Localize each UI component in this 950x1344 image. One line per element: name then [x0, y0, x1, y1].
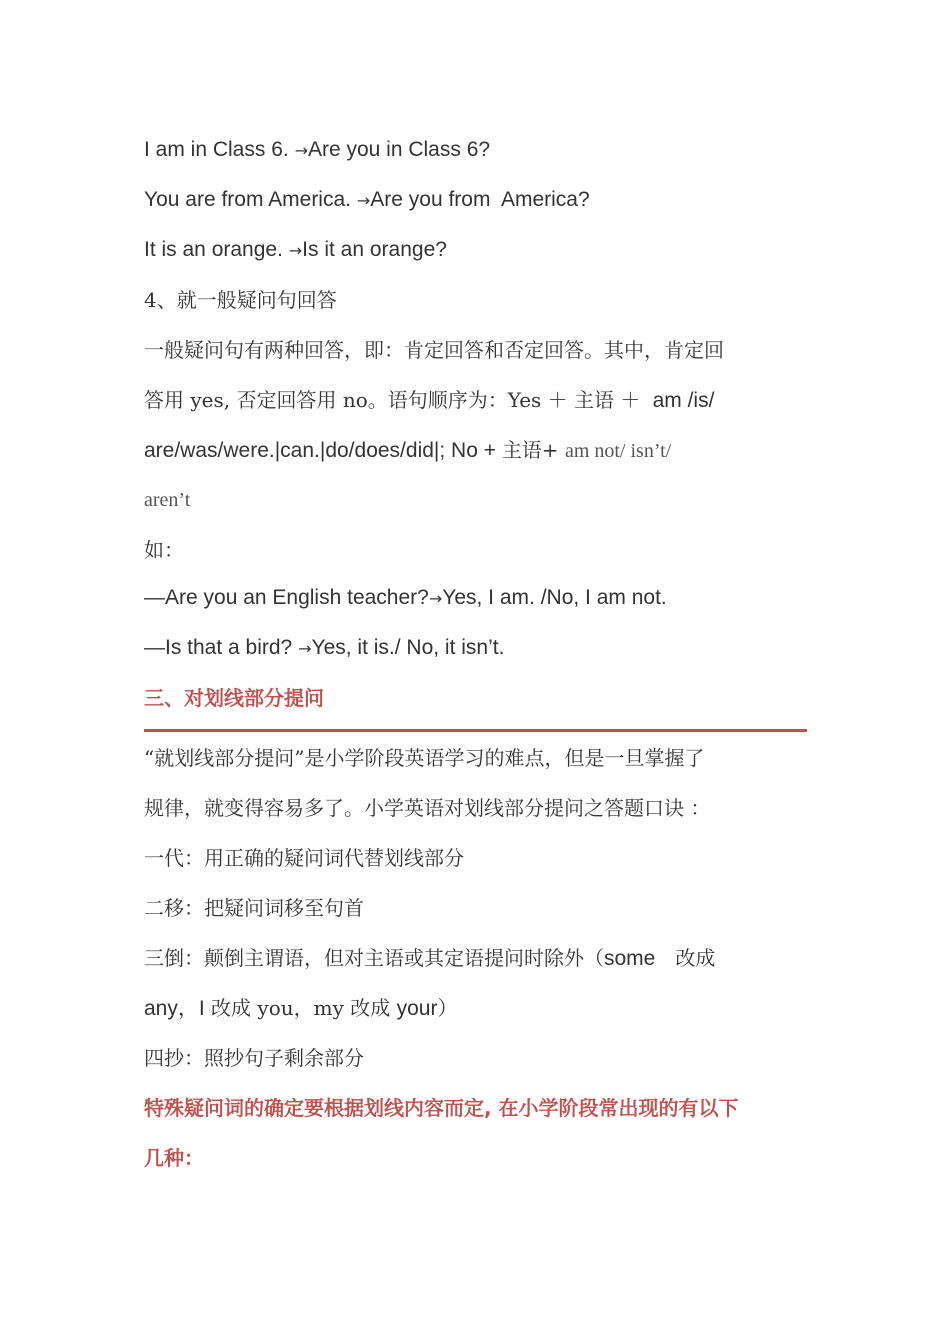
rule-text: any，	[144, 997, 199, 1020]
note-line-1: 特殊疑问词的确定要根据划线内容而定, 在小学阶段常出现的有以下	[144, 1096, 739, 1120]
question-text: Are you from America?	[370, 188, 590, 211]
paragraph-text: am /is/	[646, 389, 715, 412]
arrow-right-icon: →	[294, 141, 308, 160]
section-4-paragraph-line-3	[144, 436, 814, 465]
section-4-heading: 4、就一般疑问句回答	[144, 288, 337, 312]
answer-text: Yes, I am. /No, I am not.	[442, 586, 667, 609]
arrow-right-icon: →	[298, 639, 312, 658]
rule-text: some	[604, 947, 656, 970]
answer-example-1	[144, 584, 814, 613]
paragraph-text: 主语+	[501, 438, 565, 462]
section-3-heading: 三、对划线部分提问	[144, 686, 324, 710]
example-label: 如：	[144, 538, 184, 562]
rule-3-line-1	[144, 944, 814, 973]
answer-example-2	[144, 634, 814, 663]
rule-2: 二移：把疑问词移至句首	[144, 896, 364, 920]
answer-text: Yes, it is./ No, it isn’t.	[311, 636, 505, 659]
statement-text: I am in Class 6.	[144, 138, 289, 161]
arrow-right-icon: →	[428, 589, 443, 608]
paragraph-text: are/was/were.|can.|do/does/did|; No +	[144, 439, 502, 462]
example-sentence-3	[144, 236, 814, 265]
rule-text: ）	[437, 996, 458, 1020]
statement-text: It is an orange.	[144, 238, 283, 261]
question-text: —Are you an English teacher?	[144, 586, 429, 609]
paragraph-text: 答用 yes, 否定回答用 no。语句顺序为：Yes ＋ 主语 ＋	[144, 388, 647, 412]
question-text: —Is that a bird?	[144, 636, 299, 659]
paragraph-text: am not/ isn’t/	[564, 440, 672, 462]
rule-text: your	[396, 997, 438, 1020]
section-4-paragraph-line-4: aren’t	[144, 489, 191, 511]
rule-text: 三倒：颠倒主谓语，但对主语或其定语提问时除外（	[144, 946, 604, 970]
question-text: Are you in Class 6?	[307, 138, 491, 161]
arrow-right-icon: →	[356, 191, 371, 210]
section-4-paragraph-line-2	[144, 386, 814, 415]
example-sentence-2	[144, 186, 814, 215]
rule-1: 一代：用正确的疑问词代替划线部分	[144, 846, 464, 870]
arrow-right-icon: →	[288, 241, 303, 260]
section-3-paragraph-line-2: 规律，就变得容易多了。小学英语对划线部分提问之答题口诀 ：	[144, 796, 711, 820]
question-text: Is it an orange?	[302, 238, 447, 261]
rule-3-line-2	[144, 994, 814, 1023]
rule-text: I	[198, 997, 205, 1020]
section-3-paragraph-line-1: “就划线部分提问”是小学阶段英语学习的难点，但是一旦掌握了	[144, 746, 705, 770]
statement-text: You are from America.	[144, 188, 351, 211]
rule-text: 改成	[655, 946, 716, 970]
rule-4: 四抄：照抄句子剩余部分	[144, 1046, 364, 1070]
example-sentence-1	[144, 136, 814, 165]
section-4-paragraph-line-1: 一般疑问句有两种回答，即：肯定回答和否定回答。其中，肯定回	[144, 338, 724, 362]
note-line-2: 几种：	[144, 1146, 204, 1170]
rule-text: 改成 you，my 改成	[204, 996, 397, 1020]
heading-underline-divider	[144, 729, 807, 732]
